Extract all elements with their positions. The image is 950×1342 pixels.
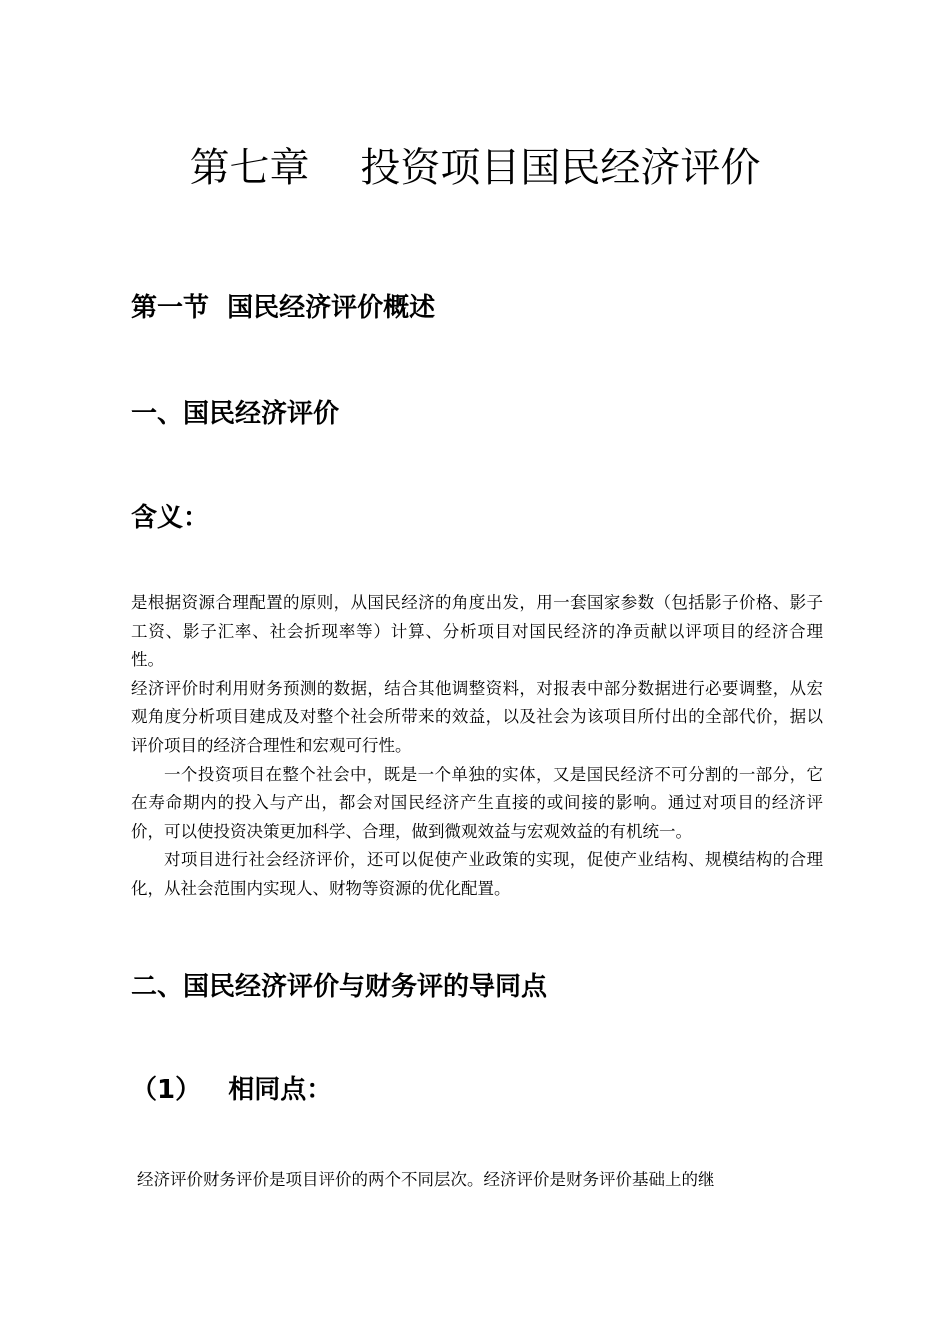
- section-title: 第一节 国民经济评价概述: [131, 293, 436, 323]
- paragraph-levels: 经济评价财务评价是项目评价的两个不同层次。经济评价是财务评价基础上的继: [137, 1170, 715, 1189]
- paragraph-adjustment: 经济评价时利用财务预测的数据，结合其他调整资料，对报表中部分数据进行必要调整，从宏观角度分析项目建成及对整个社会所带来的效益，以及社会为该项目所付出的全部代价，据以评价项目的经济合理性和宏观可行性。: [131, 678, 823, 755]
- body-text: [131, 589, 823, 904]
- paragraph-definition: 是根据资源合理配置的原则，从国民经济的角度出发，用一套国家参数（包括影子价格、影子工资、影子汇率、社会折现率等）计算、分析项目对国民经济的净贡献以评项目的经济合理性。: [131, 593, 823, 670]
- heading-similarities: （1） 相同点：: [131, 1075, 333, 1105]
- heading-meaning: 含义：: [131, 503, 210, 533]
- paragraph-project-role: 一个投资项目在整个社会中，既是一个单独的实体，又是国民经济不可分割的一部分，它在寿命期内的投入与产出，都会对国民经济产生直接的或间接的影响。通过对项目的经济评价，可以使投资决策更加科学、合理，做到微观效益与宏观效益的有机统一。: [131, 764, 823, 841]
- paragraph-social-evaluation: 对项目进行社会经济评价，还可以促使产业政策的实现，促使产业结构、规模结构的合理化，从社会范围内实现人、财物等资源的优化配置。: [131, 850, 823, 898]
- heading-similarities-differences: 二、国民经济评价与财务评的导同点: [131, 972, 548, 1002]
- heading-national-economic-evaluation: 一、国民经济评价: [131, 399, 340, 429]
- chapter-title: 第七章 投资项目国民经济评价: [189, 145, 761, 191]
